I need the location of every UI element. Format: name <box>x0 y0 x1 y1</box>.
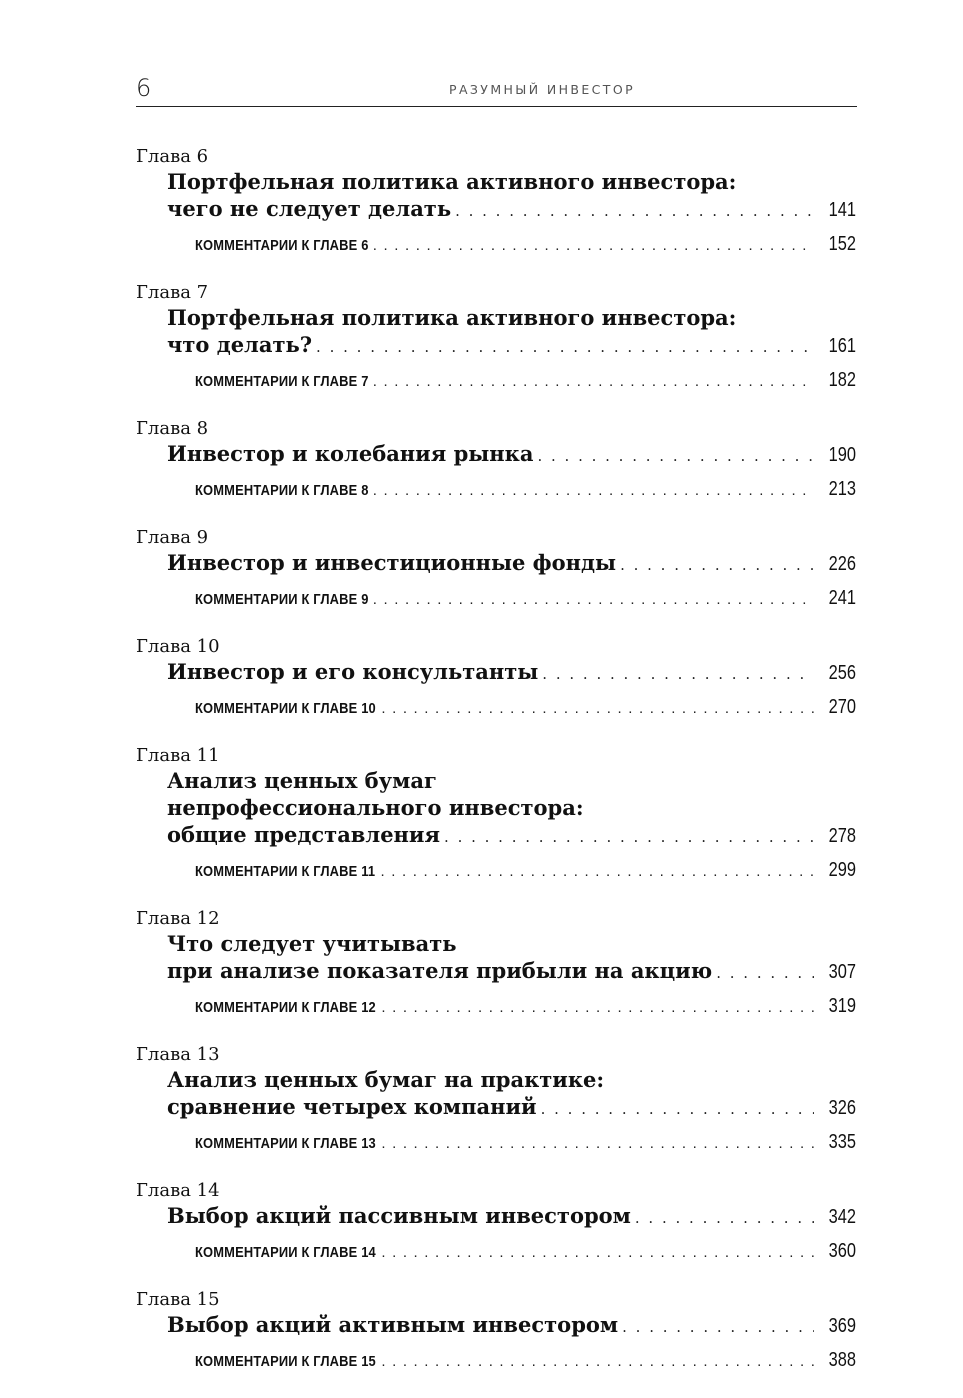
commentary-entry[interactable] <box>136 994 856 1020</box>
toc-chapter <box>136 1289 856 1374</box>
toc-chapter <box>136 908 856 1020</box>
commentary-entry[interactable] <box>136 586 856 612</box>
chapter-page-number: 278 <box>828 825 856 847</box>
chapter-page-number: 161 <box>828 335 856 357</box>
chapter-label: Глава 7 <box>136 282 209 303</box>
commentary-page-number: 388 <box>828 1349 856 1371</box>
chapter-entry[interactable] <box>136 658 856 688</box>
chapter-title: Выбор акций активным инвестором <box>167 1312 619 1337</box>
dot-leader <box>381 996 814 1020</box>
chapter-label: Глава 12 <box>136 908 220 929</box>
chapter-page-number: 256 <box>828 662 856 684</box>
toc-chapter <box>136 418 856 503</box>
chapter-title: Выбор акций пассивным инвестором <box>167 1203 631 1228</box>
chapter-page-number: 307 <box>828 961 856 983</box>
dot-leader <box>373 234 814 258</box>
chapter-entry[interactable] <box>136 957 856 987</box>
commentary-entry[interactable] <box>136 1239 856 1265</box>
chapter-entry[interactable] <box>136 549 856 579</box>
commentary-title: КОММЕНТАРИИ К ГЛАВЕ 14 <box>195 1244 376 1261</box>
commentary-title: КОММЕНТАРИИ К ГЛАВЕ 6 <box>195 237 369 254</box>
commentary-title: КОММЕНТАРИИ К ГЛАВЕ 8 <box>195 482 369 499</box>
commentary-entry[interactable] <box>136 1348 856 1374</box>
chapter-page-number: 226 <box>828 553 856 575</box>
chapter-label: Глава 9 <box>136 527 209 548</box>
chapter-page-number: 141 <box>828 199 856 221</box>
chapter-label: Глава 14 <box>136 1180 220 1201</box>
commentary-entry[interactable] <box>136 368 856 394</box>
dot-leader <box>620 549 814 579</box>
commentary-title: КОММЕНТАРИИ К ГЛАВЕ 10 <box>195 700 376 717</box>
dot-leader <box>316 331 814 361</box>
chapter-title: общие представления <box>167 822 441 847</box>
commentary-page-number: 360 <box>828 1240 856 1262</box>
header-rule <box>136 106 857 107</box>
commentary-page-number: 213 <box>828 478 856 500</box>
dot-leader <box>622 1311 814 1341</box>
chapter-entry[interactable] <box>136 195 856 225</box>
dot-leader <box>455 195 814 225</box>
chapter-title: Инвестор и колебания рынка <box>167 441 534 466</box>
chapter-entry[interactable] <box>136 331 856 361</box>
dot-leader <box>373 479 814 503</box>
page-number: 6 <box>136 74 152 102</box>
chapter-page-number: 342 <box>828 1206 856 1228</box>
chapter-label: Глава 15 <box>136 1289 220 1310</box>
dot-leader <box>542 658 814 688</box>
dot-leader <box>381 697 814 721</box>
dot-leader <box>541 1093 814 1123</box>
dot-leader <box>716 957 814 987</box>
commentary-entry[interactable] <box>136 477 856 503</box>
commentary-page-number: 319 <box>828 995 856 1017</box>
table-of-contents <box>136 146 856 1398</box>
chapter-page-number: 190 <box>828 444 856 466</box>
commentary-title: КОММЕНТАРИИ К ГЛАВЕ 12 <box>195 999 376 1016</box>
toc-chapter <box>136 146 856 258</box>
toc-chapter <box>136 282 856 394</box>
commentary-title: КОММЕНТАРИИ К ГЛАВЕ 15 <box>195 1353 376 1370</box>
commentary-page-number: 152 <box>828 233 856 255</box>
dot-leader <box>635 1202 814 1232</box>
chapter-label: Глава 11 <box>136 745 220 766</box>
chapter-title-line: непрофессионального инвестора: <box>167 795 584 820</box>
commentary-page-number: 182 <box>828 369 856 391</box>
dot-leader <box>444 821 814 851</box>
chapter-title-line: Анализ ценных бумаг на практике: <box>167 1067 605 1092</box>
chapter-page-number: 326 <box>828 1097 856 1119</box>
chapter-label: Глава 10 <box>136 636 220 657</box>
toc-chapter <box>136 527 856 612</box>
dot-leader <box>381 1241 814 1265</box>
commentary-entry[interactable] <box>136 695 856 721</box>
chapter-title: что делать? <box>167 332 313 357</box>
chapter-label: Глава 8 <box>136 418 209 439</box>
commentary-page-number: 270 <box>828 696 856 718</box>
chapter-title: чего не следует делать <box>167 196 452 221</box>
chapter-title-line: Портфельная политика активного инвестора: <box>167 169 737 194</box>
chapter-title-line: Портфельная политика активного инвестора: <box>167 305 737 330</box>
chapter-title-line: Что следует учитывать <box>167 931 457 956</box>
commentary-title: КОММЕНТАРИИ К ГЛАВЕ 11 <box>195 863 376 880</box>
chapter-entry[interactable] <box>136 1093 856 1123</box>
commentary-title: КОММЕНТАРИИ К ГЛАВЕ 7 <box>195 373 369 390</box>
running-head: РАЗУМНЫЙ ИНВЕСТОР <box>449 82 636 97</box>
dot-leader <box>381 1132 814 1156</box>
chapter-entry[interactable] <box>136 1311 856 1341</box>
toc-chapter <box>136 636 856 721</box>
toc-chapter <box>136 745 856 884</box>
commentary-page-number: 299 <box>828 859 856 881</box>
chapter-label: Глава 6 <box>136 146 209 167</box>
toc-chapter <box>136 1044 856 1156</box>
commentary-entry[interactable] <box>136 1130 856 1156</box>
toc-chapter <box>136 1180 856 1265</box>
chapter-entry[interactable] <box>136 440 856 470</box>
commentary-page-number: 335 <box>828 1131 856 1153</box>
dot-leader <box>381 1350 814 1374</box>
chapter-title: Инвестор и инвестиционные фонды <box>167 550 617 575</box>
chapter-title: Инвестор и его консультанты <box>167 659 539 684</box>
commentary-title: КОММЕНТАРИИ К ГЛАВЕ 13 <box>195 1135 376 1152</box>
dot-leader <box>537 440 814 470</box>
commentary-page-number: 241 <box>828 587 856 609</box>
chapter-entry[interactable] <box>136 1202 856 1232</box>
chapter-title-line: Анализ ценных бумаг <box>167 768 437 793</box>
dot-leader <box>373 588 814 612</box>
chapter-title: сравнение четырех компаний <box>167 1094 537 1119</box>
chapter-entry[interactable] <box>136 821 856 851</box>
commentary-title: КОММЕНТАРИИ К ГЛАВЕ 9 <box>195 591 369 608</box>
commentary-entry[interactable] <box>136 232 856 258</box>
chapter-label: Глава 13 <box>136 1044 220 1065</box>
commentary-entry[interactable] <box>136 858 856 884</box>
chapter-page-number: 369 <box>828 1315 856 1337</box>
dot-leader <box>373 370 814 394</box>
dot-leader <box>381 860 814 884</box>
chapter-title: при анализе показателя прибыли на акцию <box>167 958 713 983</box>
